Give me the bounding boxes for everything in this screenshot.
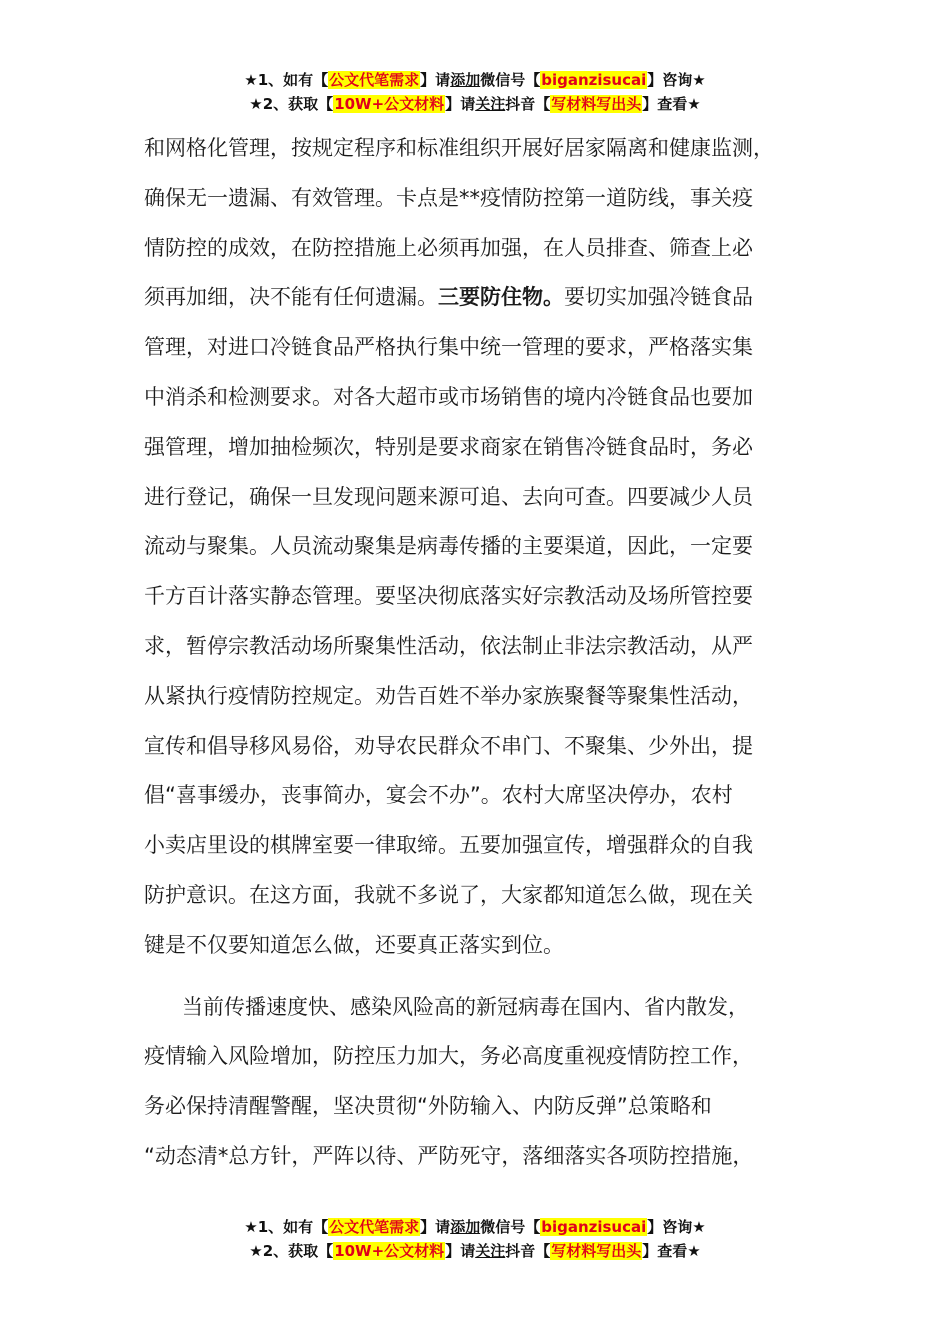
highlight-materials: 10W+公文材料 xyxy=(334,1242,445,1260)
underline-add: 添加 xyxy=(450,1218,481,1236)
text-line: 求，暂停宗教活动场所聚集性活动，依法制止非法宗教活动，从严 xyxy=(144,633,753,658)
banner-line-1: ★1、如有【公文代笔需求】请添加微信号【biganzisucai】咨询★ xyxy=(244,71,706,89)
highlight-wechat-id: biganzisucai xyxy=(541,71,647,89)
underline-add: 添加 xyxy=(450,71,481,89)
text-line: 和网格化管理，按规定程序和标准组织开展好居家隔离和健康监测， xyxy=(144,136,774,160)
text-line: 强管理，增加抽检频次，特别是要求商家在销售冷链食品时，务必 xyxy=(144,434,753,459)
highlight-service: 公文代笔需求 xyxy=(329,71,420,89)
text-line: “动态清*总方针，严阵以待、严防死守，落细落实各项防控措施， xyxy=(144,1143,754,1168)
text-line: 疫情输入风险增加，防控压力加大，务必高度重视疫情防控工作， xyxy=(144,1044,753,1069)
header-banner xyxy=(0,68,950,116)
text-line: 宣传和倡导移风易俗，劝导农民群众不串门、不聚集、少外出，提 xyxy=(144,733,753,758)
underline-follow: 关注 xyxy=(475,1242,506,1260)
banner-line-2: ★2、获取【10W+公文材料】请关注抖音【写材料写出头】查看★ xyxy=(249,95,701,113)
text-line: 键是不仅要知道怎么做，还要真正落实到位。 xyxy=(144,932,564,957)
highlight-douyin: 写材料写出头 xyxy=(551,1242,642,1260)
text-line: 小卖店里设的棋牌室要一律取缔。五要加强宣传，增强群众的自我 xyxy=(144,833,753,858)
text-line: 进行登记，确保一旦发现问题来源可追、去向可查。四要减少人员 xyxy=(144,484,753,509)
highlight-service: 公文代笔需求 xyxy=(329,1218,420,1236)
text-line: 管理，对进口冷链食品严格执行集中统一管理的要求，严格落实集 xyxy=(144,335,753,360)
banner-line-1: ★1、如有【公文代笔需求】请添加微信号【biganzisucai】咨询★ xyxy=(244,1218,706,1236)
text-line: 防护意识。在这方面，我就不多说了，大家都知道怎么做，现在关 xyxy=(144,882,753,907)
highlight-wechat-id: biganzisucai xyxy=(541,1218,647,1236)
banner-line-2: ★2、获取【10W+公文材料】请关注抖音【写材料写出头】查看★ xyxy=(249,1242,701,1260)
underline-follow: 关注 xyxy=(475,95,506,113)
text-line: 流动与聚集。人员流动聚集是病毒传播的主要渠道，因此，一定要 xyxy=(144,534,753,559)
text-line: 中消杀和检测要求。对各大超市或市场销售的境内冷链食品也要加 xyxy=(144,384,753,409)
text-line: 从紧执行疫情防控规定。劝告百姓不举办家族聚餐等聚集性活动， xyxy=(144,683,753,708)
highlight-materials: 10W+公文材料 xyxy=(334,95,445,113)
document-body xyxy=(144,124,824,1182)
text-line: 确保无一遗漏、有效管理。卡点是**疫情防控第一道防线，事关疫 xyxy=(144,185,753,210)
text-line: 千方百计落实静态管理。要坚决彻底落实好宗教活动及场所管控要 xyxy=(144,584,753,609)
text-line: 务必保持清醒警醒，坚决贯彻“外防输入、内防反弹”总策略和 xyxy=(144,1094,712,1119)
bold-heading: 三要防住物。 xyxy=(438,285,564,310)
text-line: 倡“喜事缓办，丧事简办，宴会不办”。农村大席坚决停办，农村 xyxy=(144,783,733,808)
text-line-paragraph-start: 当前传播速度快、感染风险高的新冠病毒在国内、省内散发， xyxy=(182,994,749,1019)
highlight-douyin: 写材料写出头 xyxy=(551,95,642,113)
text-line: 情防控的成效，在防控措施上必须再加强，在人员排查、筛查上必 xyxy=(144,235,753,260)
footer-banner xyxy=(0,1215,950,1263)
text-line-mixed: 须再加细，决不能有任何遗漏。三要防住物。要切实加强冷链食品 xyxy=(144,285,753,310)
